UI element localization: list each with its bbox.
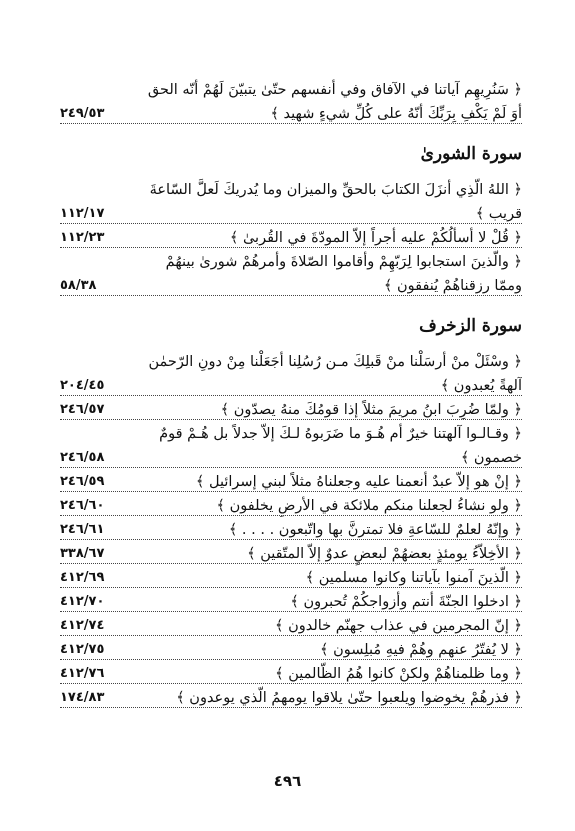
reference-number: ٢٠٤/٤٥ xyxy=(60,378,105,393)
verse-text: ﴿ وقـالـوا آلهتنا خيرٌ أم هُـوَ ما ضَرَبوهُ لـكَ إلاّ جدلاً بل هُـمْ قومٌ xyxy=(159,426,522,442)
verse-text: ﴿ إنْ هو إلاّ عبدٌ أنعمنا عليه وجعلناهُ مثلاً لبني إسرائيل ﴾ xyxy=(195,474,522,490)
verse-entry xyxy=(60,686,522,710)
verse-text: أوَ لَمْ يَكْفِ بِرَبِّكَ أنّهُ على كُلِّ شيءٍ شهيد ﴾ xyxy=(270,106,522,122)
reference-number: ٤١٢/٧٤ xyxy=(60,618,105,633)
verse-line xyxy=(60,422,522,446)
dotted-separator xyxy=(60,419,522,420)
reference-number: ٥٨/٣٨ xyxy=(60,278,97,293)
verse-line xyxy=(60,250,522,274)
dotted-separator xyxy=(60,295,522,296)
verse-entry xyxy=(60,422,522,470)
reference-number: ٤١٢/٦٩ xyxy=(60,570,105,585)
reference-number: ٣٣٨/٦٧ xyxy=(60,546,105,561)
dotted-separator xyxy=(60,491,522,492)
verse-text: ﴿ الّذينَ آمنوا بآياتنا وكانوا مسلمين ﴾ xyxy=(305,570,522,586)
verse-text: ﴿ لا يُفتّرُ عنهم وهُمْ فيهِ مُبلِسون ﴾ xyxy=(319,642,522,658)
reference-number: ١٧٤/٨٣ xyxy=(60,690,105,705)
verse-text: ﴿ الأخِلاّءُ يومئذٍ بعضهُمْ لبعضٍ عدوٌ إلاّ المتّقين ﴾ xyxy=(247,546,522,562)
reference-number: ٢٤٦/٥٧ xyxy=(60,402,105,417)
reference-number: ٢٤٦/٦١ xyxy=(60,522,105,537)
verse-text: ﴿ وإنّهُ لعلمٌ للسّاعةِ فلا تمترنَّ بها واتّبعون . . . . ﴾ xyxy=(228,522,522,538)
dotted-separator xyxy=(60,707,522,708)
dotted-separator xyxy=(60,587,522,588)
verse-text: ﴿ والّذينَ استجابوا لِرَبّهِمْ وأقاموا الصّلاةَ وأمرهُمْ شورىٰ بينهُمْ xyxy=(165,254,522,270)
dotted-separator xyxy=(60,563,522,564)
reference-number: ١١٢/١٧ xyxy=(60,206,105,221)
dotted-separator xyxy=(60,395,522,396)
dotted-separator xyxy=(60,247,522,248)
verse-text: ﴿ ولمّا ضُرِبَ ابنُ مريمَ مثلاً إذا قومُكَ منهُ يصدّون ﴾ xyxy=(220,402,522,418)
verse-entry xyxy=(60,350,522,398)
verse-line xyxy=(60,178,522,202)
verse-text: ﴿ ولو نشاءُ لجعلنا منكم ملائكة في الأرضِ يخلفون ﴾ xyxy=(216,498,522,514)
verse-entry xyxy=(60,398,522,422)
verse-text: وممّا رزقناهُمْ يُنفقون ﴾ xyxy=(383,278,522,294)
verse-text: ﴿ سَنُرِيهِم آياتنا في الآفاق وفي أنفسهم حتّىٰ يتبيّنَ لَهُمْ أنّه الحق xyxy=(147,82,522,98)
surah-title: سورة الزخرف xyxy=(419,316,522,336)
verse-entry xyxy=(60,494,522,518)
verse-entry xyxy=(60,78,522,126)
verse-entry xyxy=(60,226,522,250)
verse-line xyxy=(60,350,522,374)
verse-entry xyxy=(60,542,522,566)
index-page xyxy=(60,78,522,710)
dotted-separator xyxy=(60,683,522,684)
verse-entry xyxy=(60,638,522,662)
dotted-separator xyxy=(60,659,522,660)
verse-text: ﴿ ادخلوا الجنّةَ أنتم وأزواجكُمْ تُحبرون ﴾ xyxy=(290,594,522,610)
reference-number: ٢٤٦/٦٠ xyxy=(60,498,105,513)
dotted-separator xyxy=(60,123,522,124)
verse-text: ﴿ فذرهُمْ يخوضوا ويلعبوا حتّىٰ يلاقوا يومهمُ الّذي يوعدون ﴾ xyxy=(176,690,522,706)
verse-text: ﴿ وسْئَلْ منْ أرسَلْنا منْ قَبلِكَ مـن رُسُلِنا أجَعَلْنا مِنْ دونِ الرّحمٰن xyxy=(148,354,522,370)
verse-entry xyxy=(60,590,522,614)
verse-text: ﴿ إنّ المجرمين في عذاب جهنّم خالدون ﴾ xyxy=(275,618,522,634)
reference-number: ٢٤٦/٥٩ xyxy=(60,474,105,489)
dotted-separator xyxy=(60,539,522,540)
verse-text: قريب ﴾ xyxy=(475,206,522,222)
reference-number: ٢٤٦/٥٨ xyxy=(60,450,105,465)
verse-entry xyxy=(60,566,522,590)
reference-number: ٢٤٩/٥٣ xyxy=(60,106,105,121)
verse-entry xyxy=(60,250,522,298)
verse-text: خصمون ﴾ xyxy=(460,450,522,466)
dotted-separator xyxy=(60,515,522,516)
page-number: ٤٩٦ xyxy=(273,772,302,790)
verse-entry xyxy=(60,662,522,686)
verse-text: آلهةً يُعبدون ﴾ xyxy=(440,378,522,394)
verse-text: ﴿ قُلْ لا أسألُكُمْ عليه أجراً إلاّ المودّةَ في القُربىٰ ﴾ xyxy=(229,230,522,246)
dotted-separator xyxy=(60,223,522,224)
reference-number: ١١٢/٢٣ xyxy=(60,230,105,245)
surah-title: سورة الشورىٰ xyxy=(420,144,522,164)
verse-text: ﴿ وما ظلمناهُمْ ولكنْ كانوا هُمُ الظّالمين ﴾ xyxy=(275,666,522,682)
reference-number: ٤١٢/٧٥ xyxy=(60,642,105,657)
verse-entry xyxy=(60,470,522,494)
verse-text: ﴿ اللهُ الّذِي أنزَلَ الكتابَ بالحقِّ والميزان وما يُدريكَ لَعلَّ السّاعةَ xyxy=(149,182,522,198)
verse-entry xyxy=(60,518,522,542)
dotted-separator xyxy=(60,467,522,468)
reference-number: ٤١٢/٧٠ xyxy=(60,594,105,609)
verse-entry xyxy=(60,178,522,226)
verse-entry xyxy=(60,614,522,638)
reference-number: ٤١٢/٧٦ xyxy=(60,666,105,681)
dotted-separator xyxy=(60,611,522,612)
verse-line xyxy=(60,78,522,102)
dotted-separator xyxy=(60,635,522,636)
